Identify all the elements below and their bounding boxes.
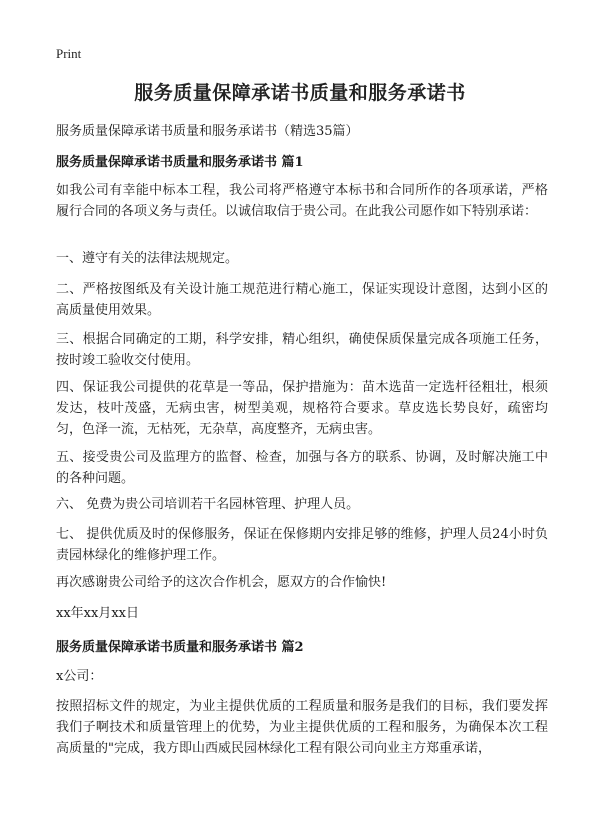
paragraph-item-2: 二、严格按图纸及有关设计施工规范进行精心施工，保证实现设计意图，达到小区的高质量使用效果。 <box>56 282 548 318</box>
paragraph-addressee: x公司： <box>56 669 103 684</box>
print-link[interactable]: Print <box>56 46 82 61</box>
section-heading-2: 服务质量保障承诺书质量和服务承诺书 篇2 <box>56 640 304 655</box>
paragraph-closing: 再次感谢贵公司给予的这次合作机会，愿双方的合作愉快! <box>56 575 387 590</box>
paragraph-item-1: 一、遵守有关的法律法规规定。 <box>56 251 239 266</box>
paragraph-item-3: 三、根据合同确定的工期，科学安排，精心组织，确使保质保量完成各项施工任务，按时竣工验收交付使用。 <box>56 332 548 368</box>
section-heading-1: 服务质量保障承诺书质量和服务承诺书 篇1 <box>56 155 304 170</box>
document-subtitle: 服务质量保障承诺书质量和服务承诺书（精选35篇） <box>56 124 359 139</box>
paragraph-item-7: 七、 提供优质及时的保修服务，保证在保修期内安排足够的维修，护理人员24小时负责园林绿化的维修护理工作。 <box>56 527 548 563</box>
paragraph-item-6: 六、 免费为贵公司培训若干名园林管理、护理人员。 <box>56 497 360 512</box>
paragraph-item-5: 五、接受贵公司及监理方的监督、检查，加强与各方的联系、协调，及时解决施工中的各种问题。 <box>56 450 548 486</box>
paragraph-date: xx年xx月xx日 <box>56 606 139 621</box>
paragraph-body: 按照招标文件的规定，为业主提供优质的工程质量和服务是我们的目标，我们要发挥我们子啊技术和质量管理上的优势，为业主提供优质的工程和服务，为确保本次工程高质量的"完成，我方即山西威民园林绿化工程有限公司向业主方郑重承诺， <box>56 699 548 756</box>
page-title: 服务质量保障承诺书质量和服务承诺书 <box>134 82 466 104</box>
paragraph-item-4: 四、保证我公司提供的花草是一等品，保护措施为：苗木选苗一定选杆径粗壮，根须发达，枝叶茂盛，无病虫害，树型美观，规格符合要求。草皮选长势良好，疏密均匀，色泽一流，无枯死，无杂草，高度整齐，无病虫害。 <box>56 380 548 437</box>
paragraph-intro: 如我公司有幸能中标本工程，我公司将严格遵守本标书和合同所作的各项承诺，严格履行合同的各项义务与责任。以诚信取信于贵公司。在此我公司愿作如下特别承诺： <box>56 183 548 219</box>
